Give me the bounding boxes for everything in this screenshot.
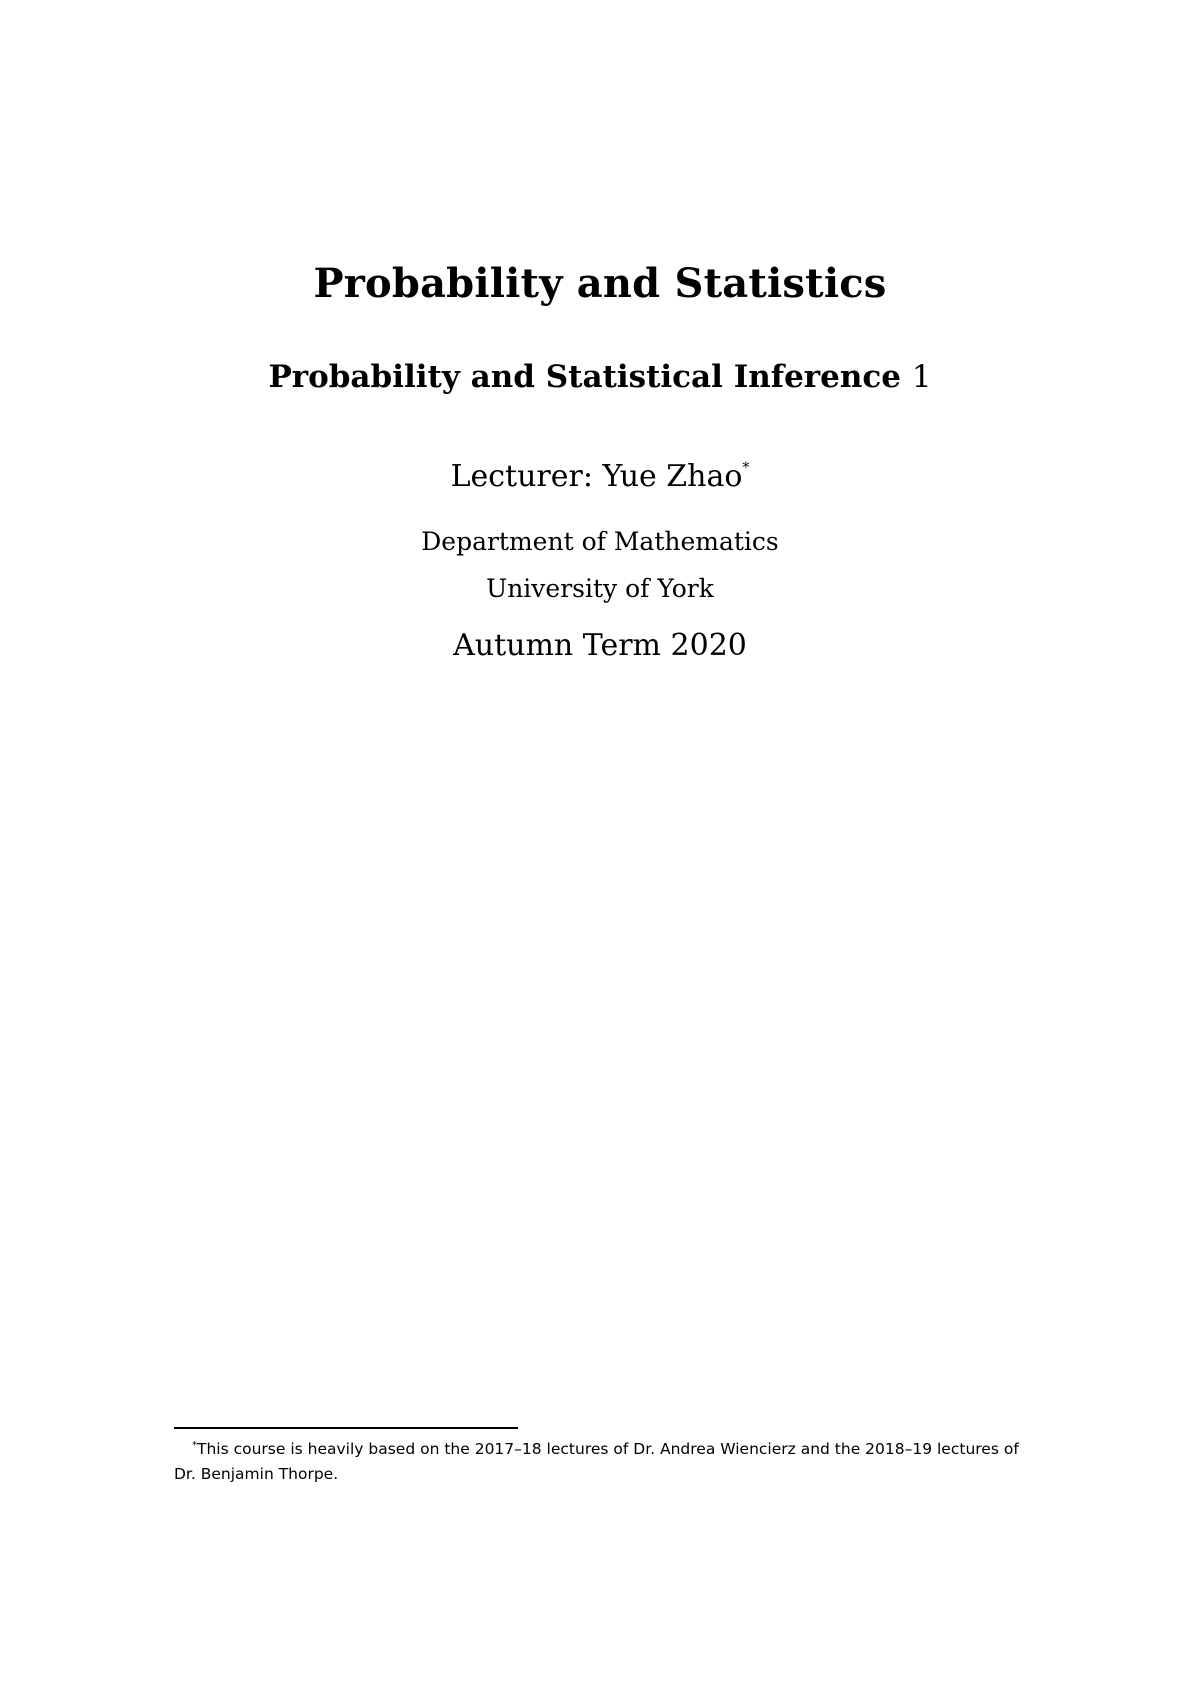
footnote-separator bbox=[174, 1427, 518, 1429]
subtitle-text: Probability and Statistical Inference bbox=[268, 359, 902, 395]
university: University of York bbox=[486, 574, 714, 603]
footnote-text: This course is heavily based on the 2017–18 lectures of Dr. Andrea Wiencierz and the 2018–19 lectures of Dr. Benjamin Thorpe. bbox=[174, 1440, 1019, 1483]
document-title: Probability and Statistics bbox=[313, 260, 887, 307]
subtitle-number: 1 bbox=[911, 359, 932, 395]
lecturer-line bbox=[0, 459, 1200, 494]
lecturer-name: Lecturer: Yue Zhao bbox=[450, 459, 743, 494]
department: Department of Mathematics bbox=[421, 527, 779, 556]
document-subtitle bbox=[0, 359, 1200, 395]
footnote-mark: * bbox=[192, 1440, 197, 1451]
footnote bbox=[174, 1437, 1034, 1487]
footnote-reference-mark[interactable]: * bbox=[742, 460, 750, 476]
academic-term: Autumn Term 2020 bbox=[453, 628, 747, 663]
